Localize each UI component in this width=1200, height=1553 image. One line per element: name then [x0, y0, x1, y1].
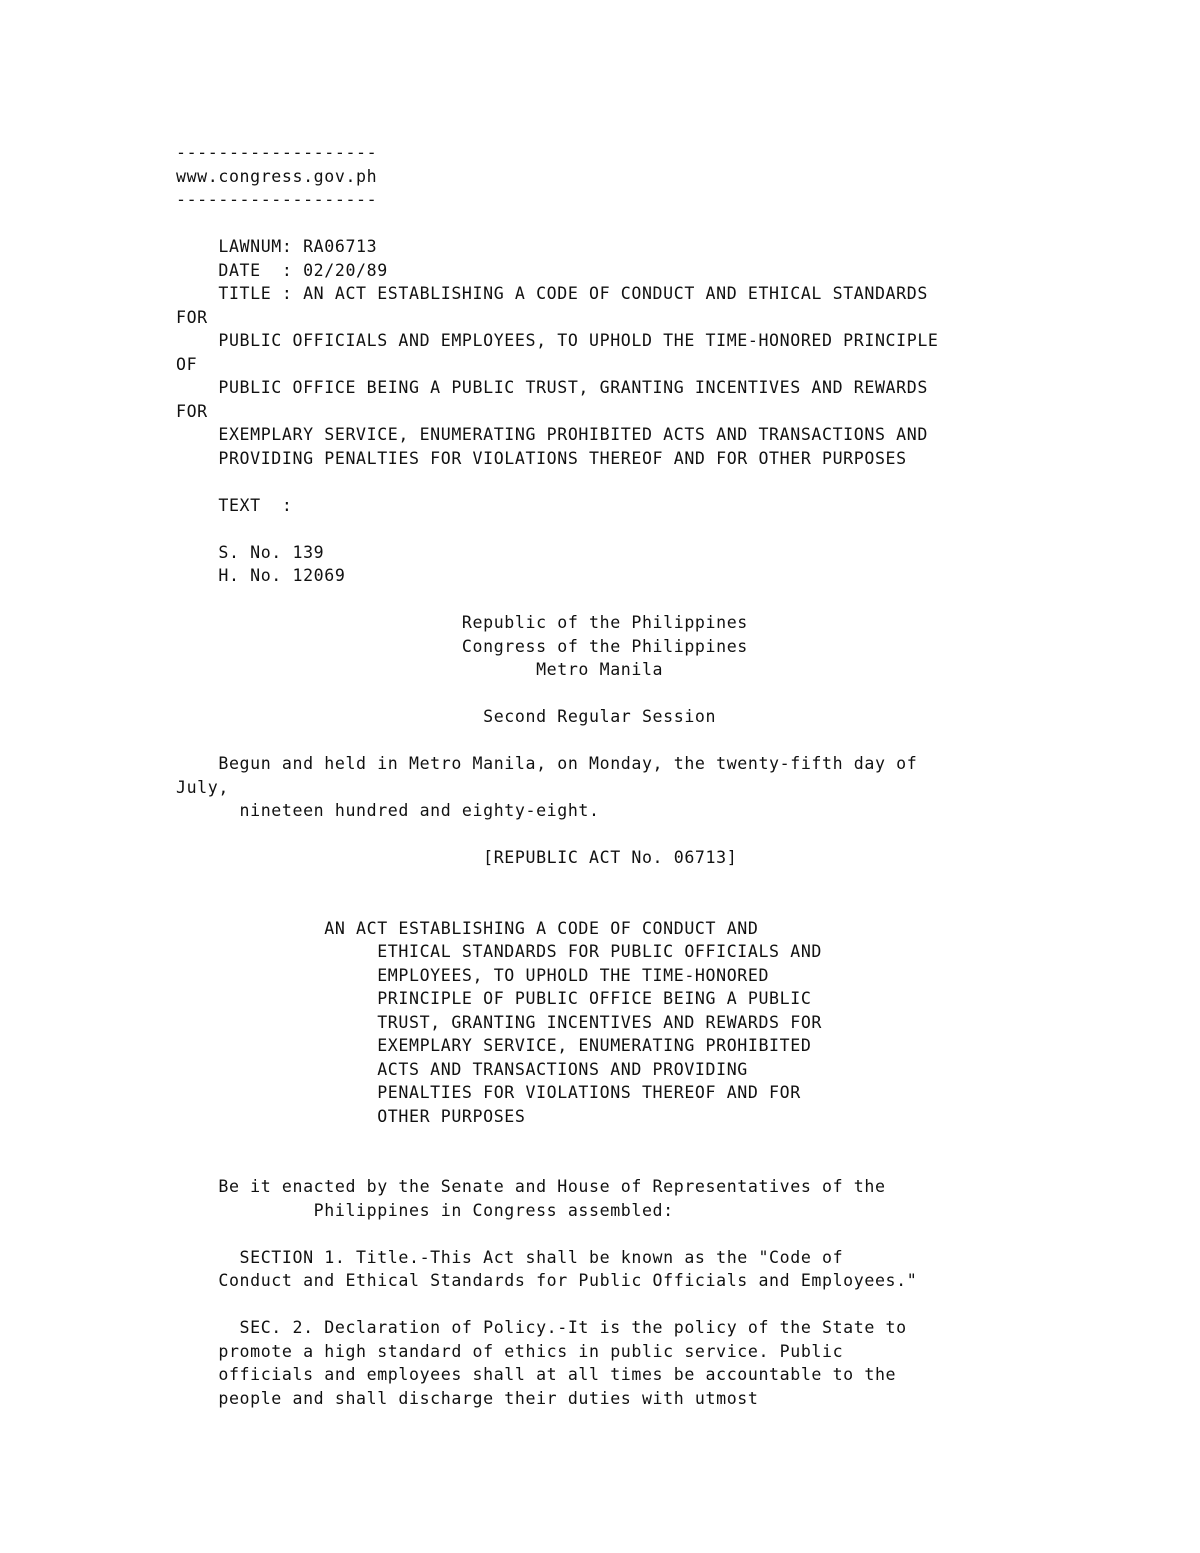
begun-line: nineteen hundred and eighty-eight. — [176, 801, 600, 820]
section-1-line: Conduct and Ethical Standards for Public Officials and Employees." — [176, 1271, 918, 1290]
enacting-clause-line: Philippines in Congress assembled: — [176, 1200, 674, 1220]
blank-line — [176, 893, 939, 917]
heading-republic: Republic of the Philippines — [176, 613, 748, 632]
meta-title-line: PUBLIC OFFICIALS AND EMPLOYEES, TO UPHOLD THE TIME-HONORED PRINCIPLE — [176, 331, 939, 350]
blank-line — [176, 870, 939, 894]
act-title-line: PRINCIPLE OF PUBLIC OFFICE BEING A PUBLIC — [176, 989, 812, 1008]
act-title-line: AN ACT ESTABLISHING A CODE OF CONDUCT AND — [176, 918, 759, 938]
act-number: [REPUBLIC ACT No. 06713] — [176, 848, 738, 867]
heading-city: Metro Manila — [176, 660, 664, 679]
heading-session: Second Regular Session — [176, 707, 717, 726]
meta-title-line: TITLE : AN ACT ESTABLISHING A CODE OF CONDUCT AND ETHICAL STANDARDS — [176, 284, 928, 303]
begun-line: July, — [176, 777, 229, 797]
meta-title-line: OF — [176, 354, 198, 374]
section-2-line: officials and employees shall at all times be accountable to the — [176, 1365, 897, 1384]
header-rule-bottom: ------------------- — [176, 190, 378, 209]
blank-line — [176, 729, 939, 753]
act-title-line: ACTS AND TRANSACTIONS AND PROVIDING — [176, 1059, 748, 1079]
blank-line — [176, 212, 939, 236]
act-title-line: EXEMPLARY SERVICE, ENUMERATING PROHIBITED — [176, 1036, 812, 1055]
begun-line: Begun and held in Metro Manila, on Monday, the twenty-fifth day of — [176, 754, 918, 773]
blank-line — [176, 1293, 939, 1317]
meta-lawnum: LAWNUM: RA06713 — [176, 237, 378, 256]
header-site: www.congress.gov.ph — [176, 166, 378, 186]
section-1-line: SECTION 1. Title.-This Act shall be known as the "Code of — [176, 1247, 844, 1267]
blank-line — [176, 1128, 939, 1152]
act-title-line: ETHICAL STANDARDS FOR PUBLIC OFFICIALS AND — [176, 942, 823, 961]
blank-line — [176, 1222, 939, 1246]
blank-line — [176, 470, 939, 494]
heading-congress: Congress of the Philippines — [176, 636, 748, 656]
act-title-line: PENALTIES FOR VIOLATIONS THEREOF AND FOR — [176, 1083, 801, 1102]
meta-title-line: FOR — [176, 401, 208, 421]
senate-bill-number: S. No. 139 — [176, 542, 325, 562]
meta-title-line: PROVIDING PENALTIES FOR VIOLATIONS THEREOF AND FOR OTHER PURPOSES — [176, 448, 907, 468]
blank-line — [176, 823, 939, 847]
act-title-line: TRUST, GRANTING INCENTIVES AND REWARDS FOR — [176, 1012, 823, 1032]
act-title-line: OTHER PURPOSES — [176, 1106, 526, 1126]
blank-line — [176, 588, 939, 612]
section-2-line: SEC. 2. Declaration of Policy.-It is the policy of the State to — [176, 1318, 907, 1337]
meta-date: DATE : 02/20/89 — [176, 260, 388, 280]
act-title-line: EMPLOYEES, TO UPHOLD THE TIME-HONORED — [176, 965, 770, 985]
meta-title-line: PUBLIC OFFICE BEING A PUBLIC TRUST, GRANTING INCENTIVES AND REWARDS — [176, 378, 928, 397]
document-text — [176, 141, 939, 1410]
blank-line — [176, 682, 939, 706]
meta-title-line: FOR — [176, 307, 208, 327]
header-rule-top: ------------------- — [176, 143, 378, 162]
section-2-line: promote a high standard of ethics in public service. Public — [176, 1341, 844, 1361]
blank-line — [176, 517, 939, 541]
blank-line — [176, 1152, 939, 1176]
meta-title-line: EXEMPLARY SERVICE, ENUMERATING PROHIBITED ACTS AND TRANSACTIONS AND — [176, 425, 928, 444]
section-2-line: people and shall discharge their duties with utmost — [176, 1388, 759, 1408]
meta-text-label: TEXT : — [176, 495, 293, 515]
enacting-clause-line: Be it enacted by the Senate and House of Representatives of the — [176, 1177, 886, 1196]
house-bill-number: H. No. 12069 — [176, 566, 346, 585]
